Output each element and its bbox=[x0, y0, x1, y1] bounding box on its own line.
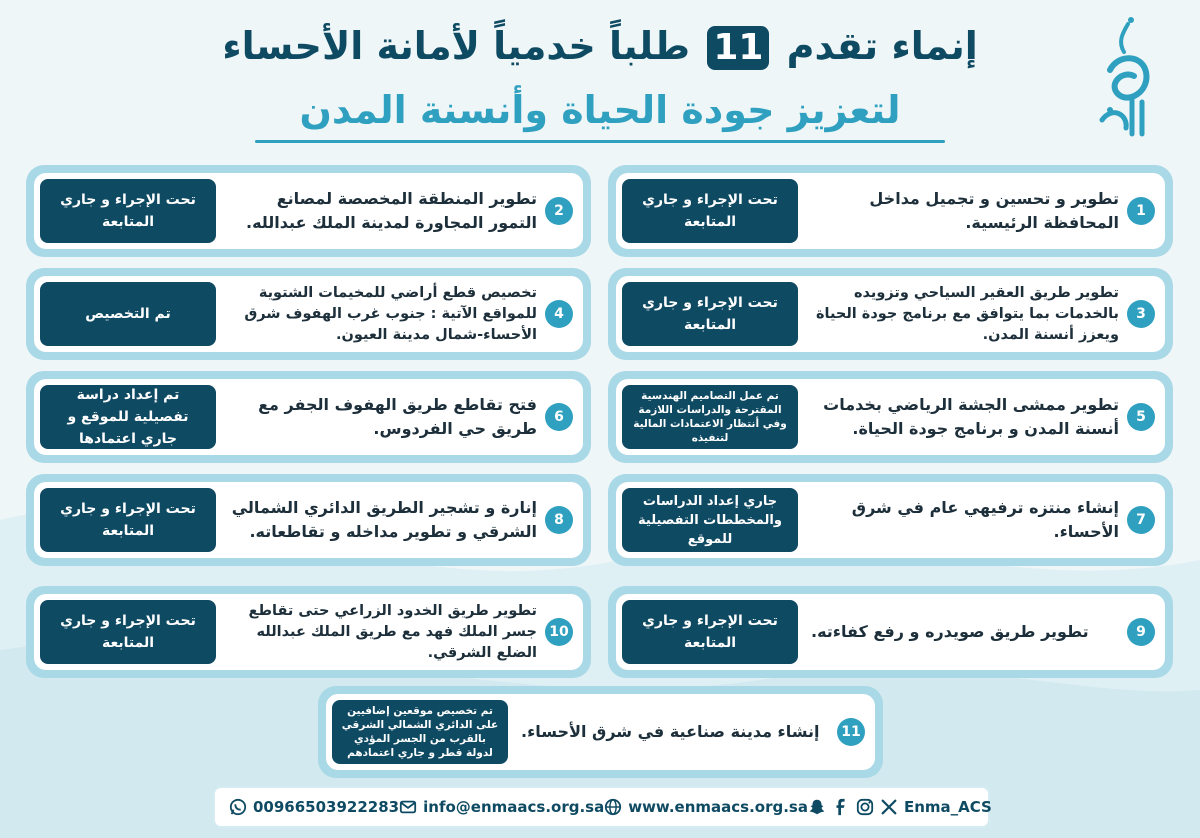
status-badge: جاري إعداد الدراسات والمخططات التفصيلية للموقع bbox=[622, 488, 798, 552]
status-badge: تم إعداد دراسة تفصيلية للموقع و جاري اعتمادها bbox=[40, 385, 216, 449]
social-handle: Enma_ACS bbox=[903, 798, 992, 816]
request-number: 5 bbox=[1127, 403, 1155, 431]
request-number: 2 bbox=[545, 197, 573, 225]
request-number: 10 bbox=[545, 618, 573, 646]
request-card bbox=[608, 268, 1173, 360]
enmaa-logo-icon bbox=[1088, 10, 1168, 140]
page-subtitle: لتعزيز جودة الحياة وأنسنة المدن bbox=[299, 88, 901, 132]
status-badge: تم عمل التصاميم الهندسية المقترحة والدراسات اللازمة وفي أنتظار الاعتمادات المالية لتنفيذه bbox=[622, 385, 798, 449]
request-text: تطوير طريق صويدره و رفع كفاءته. bbox=[811, 622, 1089, 641]
globe-icon bbox=[604, 798, 622, 816]
social-links[interactable] bbox=[808, 798, 992, 816]
title-part-1: إنماء تقدم bbox=[786, 24, 978, 68]
status-badge: تم التخصيص bbox=[40, 282, 216, 346]
request-text: تطوير ممشى الجشة الرياضي بخدمات أنسنة المدن و برنامج جودة الحياة. bbox=[823, 395, 1119, 438]
phone-contact[interactable] bbox=[229, 798, 399, 816]
request-text: تخصيص قطع أراضي للمخيمات الشتوية للمواقع الآتية : جنوب غرب الهفوف شرق الأحساء-شمال مدينة العيون. bbox=[244, 284, 537, 343]
request-card bbox=[26, 586, 591, 678]
status-badge: تحت الإجراء و جاري المتابعة bbox=[622, 179, 798, 243]
request-card bbox=[318, 686, 883, 778]
request-card bbox=[26, 165, 591, 257]
phone-number: 00966503922283 bbox=[253, 798, 400, 816]
status-badge: تحت الإجراء و جاري المتابعة bbox=[40, 488, 216, 552]
facebook-icon[interactable] bbox=[832, 798, 850, 816]
request-number: 1 bbox=[1127, 197, 1155, 225]
request-card bbox=[26, 474, 591, 566]
request-number: 8 bbox=[545, 506, 573, 534]
request-text: إنارة و تشجير الطريق الدائري الشمالي الشرقي و تطوير مداخله و تقاطعاته. bbox=[231, 498, 537, 541]
instagram-icon[interactable] bbox=[856, 798, 874, 816]
request-number: 11 bbox=[837, 718, 865, 746]
request-card bbox=[608, 371, 1173, 463]
email-contact[interactable] bbox=[399, 798, 604, 816]
page-title bbox=[190, 22, 1010, 138]
request-card bbox=[608, 586, 1173, 678]
email-address: info@enmaacs.org.sa bbox=[423, 798, 605, 816]
title-number-badge: 11 bbox=[707, 26, 769, 70]
status-badge: تحت الإجراء و جاري المتابعة bbox=[622, 600, 798, 664]
website-url: www.enmaacs.org.sa bbox=[628, 798, 808, 816]
title-divider bbox=[255, 140, 945, 143]
request-number: 6 bbox=[545, 403, 573, 431]
request-text: إنشاء مدينة صناعية في شرق الأحساء. bbox=[521, 722, 820, 741]
request-text: تطوير طريق الخدود الزراعي حتى تقاطع جسر الملك فهد مع طريق الملك عبدالله الضلع الشرقي. bbox=[248, 602, 537, 661]
request-number: 9 bbox=[1127, 618, 1155, 646]
request-text: تطوير طريق العقير السياحي وتزويده بالخدمات بما يتوافق مع برنامج جودة الحياة ويعزز أنسنة المدن. bbox=[815, 284, 1119, 343]
status-badge: تحت الإجراء و جاري المتابعة bbox=[40, 179, 216, 243]
request-number: 3 bbox=[1127, 300, 1155, 328]
request-number: 7 bbox=[1127, 506, 1155, 534]
snapchat-icon[interactable] bbox=[808, 798, 826, 816]
status-badge: تحت الإجراء و جاري المتابعة bbox=[622, 282, 798, 346]
status-badge: تم تخصيص موقعين إضافيين على الدائري الشمالي الشرقي بالقرب من الجسر المؤدي لدولة قطر و جاري اعتمادهم bbox=[332, 700, 508, 764]
contact-footer bbox=[213, 786, 990, 828]
request-text: إنشاء منتزه ترفيهي عام في شرق الأحساء. bbox=[851, 498, 1119, 541]
whatsapp-icon bbox=[229, 798, 247, 816]
x-icon[interactable] bbox=[880, 798, 898, 816]
title-part-2: طلباً خدمياً لأمانة الأحساء bbox=[222, 24, 691, 68]
request-text: تطوير و تحسين و تجميل مداخل المحافظة الرئيسية. bbox=[869, 189, 1119, 232]
status-badge: تحت الإجراء و جاري المتابعة bbox=[40, 600, 216, 664]
request-card bbox=[608, 165, 1173, 257]
request-text: فتح تقاطع طريق الهفوف الجفر مع طريق حي الفردوس. bbox=[258, 395, 537, 438]
website-link[interactable] bbox=[604, 798, 808, 816]
request-number: 4 bbox=[545, 300, 573, 328]
request-text: تطوير المنطقة المخصصة لمصانع التمور المجاورة لمدينة الملك عبدالله. bbox=[245, 189, 537, 232]
email-icon bbox=[399, 798, 417, 816]
request-card bbox=[26, 371, 591, 463]
request-card bbox=[608, 474, 1173, 566]
request-card bbox=[26, 268, 591, 360]
title-line-1 bbox=[190, 22, 1010, 70]
